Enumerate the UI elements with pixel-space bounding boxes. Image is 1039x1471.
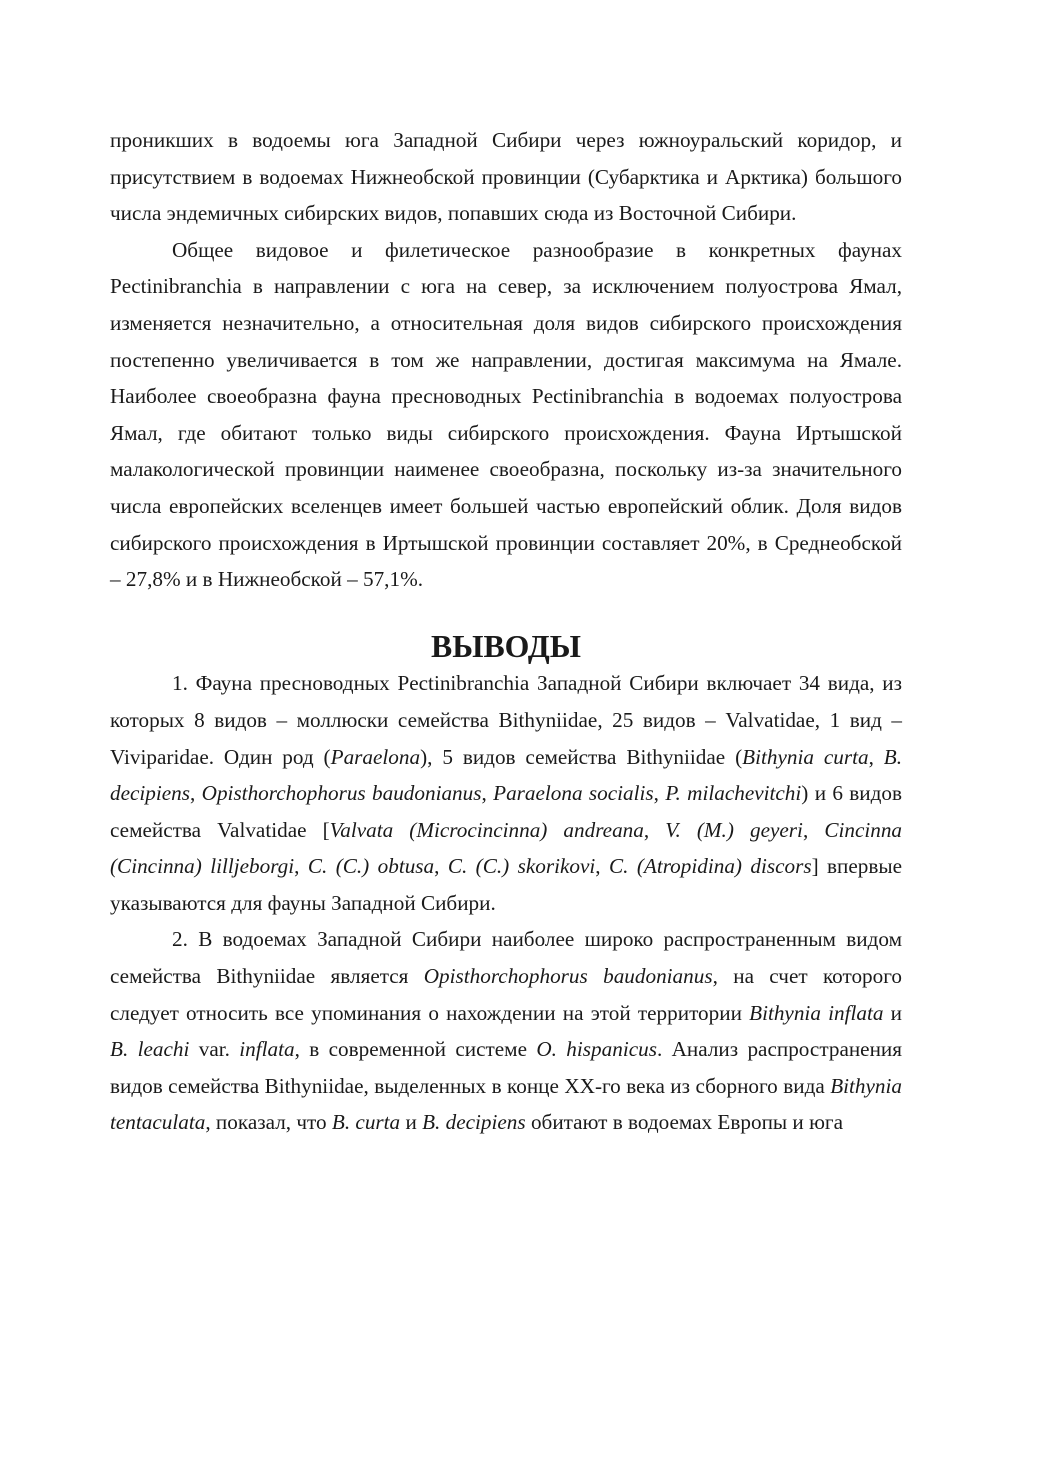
taxon-name: B. curta (331, 1110, 401, 1135)
text-run: . Анализ распространения видов семейства Bithyniidae, выделенных в конце XX-го века из сборного вида (110, 1037, 903, 1098)
taxon-name: P. milachevitchi (665, 781, 802, 806)
taxon-name: C. (Atropidina) discors (609, 854, 812, 879)
taxon-name: Bithynia tentaculata (110, 1073, 902, 1135)
text-run: ] впервые указываются для фауны Западной Сибири. (110, 854, 903, 915)
text-run: , (481, 781, 494, 806)
taxon-name: Bithynia curta (742, 744, 869, 769)
text-run: и (400, 1110, 423, 1135)
taxon-name: Cincinna (Cincinna) lilljeborgi (110, 817, 903, 879)
text-run: , (802, 817, 825, 842)
text-run: , (190, 781, 202, 806)
paragraph-1-text: проникших в водоемы юга Западной Сибири через южноуральский коридор, и присутствием в водоемах Нижнеобской провинции (Субарктика и Арктика) большого числа эндемичных сибирских видов, попавших сюда из Восточной Сибири. (110, 128, 902, 226)
taxon-name: inflata (239, 1037, 295, 1062)
taxon-name: Paraelona (330, 744, 421, 769)
taxon-name: Opisthorchophorus baudonianus (201, 781, 482, 806)
text-run: 1. Фауна пресноводных Pectinibranchia Западной Сибири включает 34 вида, из которых 8 видов – моллюски семейства Bithyniidae, 25 видов – Valvatidae, 1 вид – Viviparidae. Один род ( (110, 671, 902, 769)
taxon-name: Paraelona socialis (493, 781, 654, 806)
text-run: , (868, 744, 884, 769)
taxon-name: O. hispanicus (536, 1037, 657, 1062)
text-run: , (653, 781, 666, 806)
text-run: 2. В водоемах Западной Сибири наиболее широко распространенным видом семейства Bithyniidae является (110, 927, 902, 989)
taxon-name: B. leachi (110, 1037, 190, 1062)
conclusion-2 (110, 921, 902, 1141)
text-run: и (883, 1000, 902, 1025)
text-run: , (595, 854, 609, 879)
text-run: , (643, 817, 666, 842)
paragraph-2-text: Общее видовое и филетическое разнообразие в конкретных фаунах Pectinibranchia в направлении с юга на север, за исключением полуострова Ямал, изменяется незначительно, а относительная доля видов сибирского происхождения постепенно увеличивается в том же направлении, достигая максимума на Ямале. Наиболее своеобразна фауна пресноводных Pectinibranchia в водоемах полуострова Ямал, где обитают только виды сибирского происхождения. Фауна Иртышской малакологической провинции наименее своеобразна, поскольку из-за значительного числа европейских вселенцев имеет большей частью европейский облик. Доля видов сибирского происхождения в Иртышской провинции составляет 20%, в Среднеобской – 27,8% и в Нижнеобской – 57,1%. (110, 237, 902, 592)
taxon-name: Bithynia inflata (749, 1000, 884, 1025)
taxon-name: B. decipiens (422, 1110, 526, 1135)
text-run: , на счет которого следует относить все упоминания о нахождении на этой территории (110, 964, 902, 1025)
text-run: , в современной системе (294, 1037, 537, 1062)
document-page (110, 122, 902, 1141)
taxon-name: Opisthorchophorus baudonianus (423, 964, 713, 989)
paragraph-2 (110, 232, 902, 598)
taxon-name: B. decipiens (110, 744, 903, 806)
text-run: , (434, 854, 448, 879)
taxon-name: V. (M.) geyeri (665, 817, 803, 842)
paragraph-1 (110, 122, 902, 232)
text-run: ), 5 видов семейства Bithyniidae ( (420, 744, 743, 769)
taxon-name: C. (C.) skorikovi (447, 854, 596, 879)
text-run: , (294, 854, 308, 879)
taxon-name: Valvata (Microcincinna) andreana (329, 817, 644, 842)
text-run: var. (189, 1037, 240, 1062)
text-run: обитают в водоемах Европы и юга (525, 1110, 843, 1135)
conclusion-1 (110, 665, 902, 921)
text-run: , показал, что (205, 1110, 332, 1135)
taxon-name: C. (C.) obtusa (307, 854, 435, 879)
text-run: ) и 6 видов семейства Valvatidae [ (110, 781, 903, 842)
section-heading: ВЫВОДЫ (431, 628, 581, 664)
